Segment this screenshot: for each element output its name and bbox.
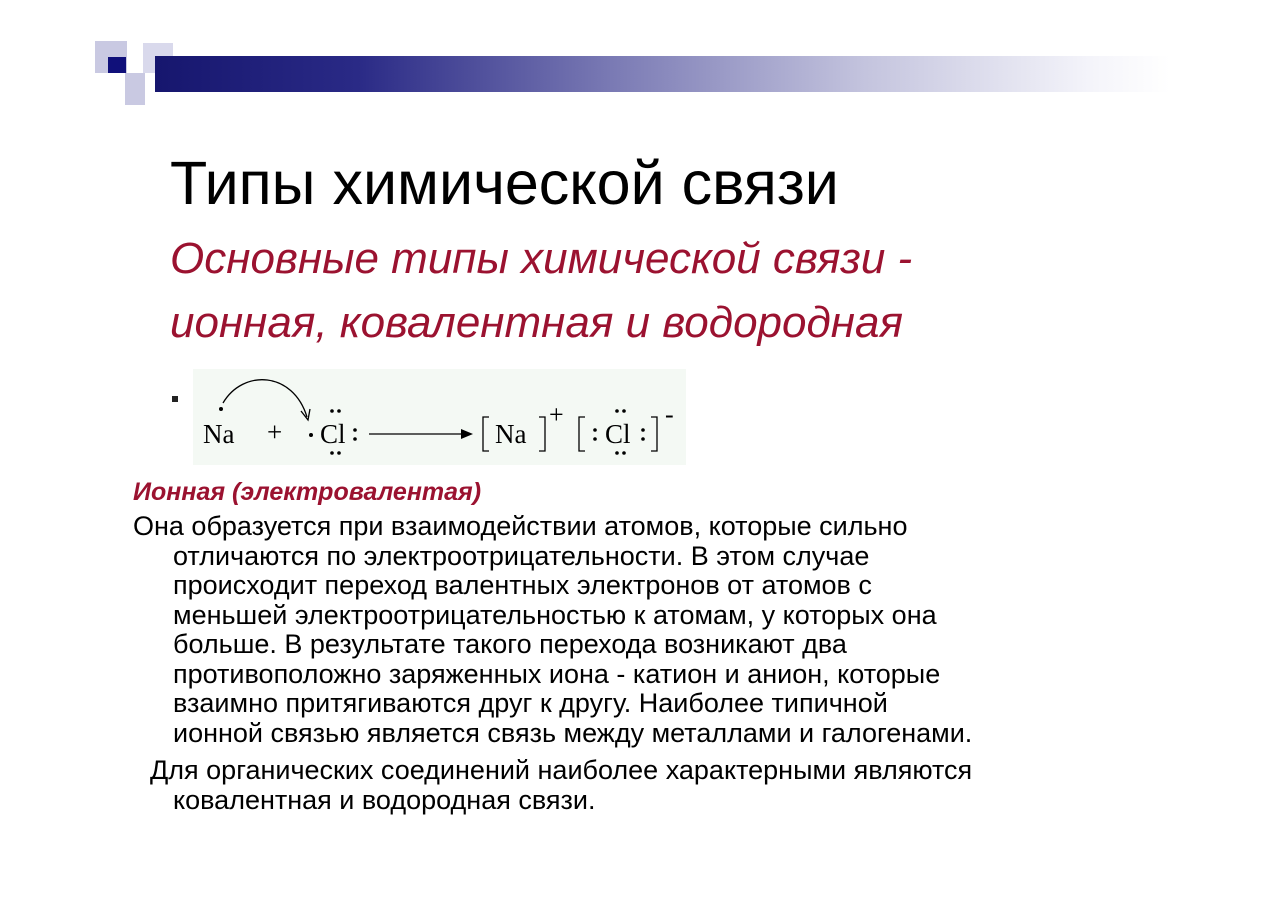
paragraph-line: происходит переход валентных электронов от атомов с (173, 570, 872, 600)
paragraph-line: меньшей электроотрицательностью к атомам, у которых она (173, 599, 937, 630)
decor-square (125, 73, 145, 105)
ionic-bond-diagram (193, 369, 686, 465)
paragraph-line: ионной связью является связь между металлами и галогенами. (173, 717, 973, 748)
paragraph-line: отличаются по электроотрицательности. В этом случае (173, 540, 870, 571)
bullet-dot (172, 396, 178, 402)
anion-charge: - (665, 400, 674, 429)
subtitle-line: Основные типы химической связи - (170, 234, 913, 283)
decor-square (108, 57, 126, 73)
subtitle-line: ионная, ковалентная и водородная (170, 298, 903, 347)
paragraph-ionic-description (133, 512, 1133, 748)
paragraph-line: больше. В результате такого перехода возникают два (173, 629, 847, 659)
header-gradient-bar (155, 56, 1170, 92)
paragraph-line: противоположно заряженных иона - катион и анион, которые (173, 658, 941, 689)
paragraph-line: ковалентная и водородная связи. (173, 784, 596, 815)
slide-subtitle (170, 227, 1070, 355)
paragraph-organic-bonds (150, 756, 1150, 815)
product-na: Na (495, 419, 527, 449)
plus-sign: + (267, 417, 283, 447)
section-heading-ionic: Ионная (электровалентая) (133, 478, 482, 506)
reactant-na: Na (203, 419, 235, 449)
cation-charge: + (549, 400, 564, 429)
product-cl: Cl (605, 419, 631, 449)
paragraph-line: взаимно притягиваются друг к другу. Наиболее типичной (173, 688, 888, 718)
reactant-cl: Cl (320, 419, 346, 449)
paragraph-line: Для органических соединений наиболее характерными являются (150, 755, 973, 785)
paragraph-line: Она образуется при взаимодействии атомов, которые сильно (133, 511, 908, 541)
slide-title: Типы химической связи (170, 149, 839, 217)
